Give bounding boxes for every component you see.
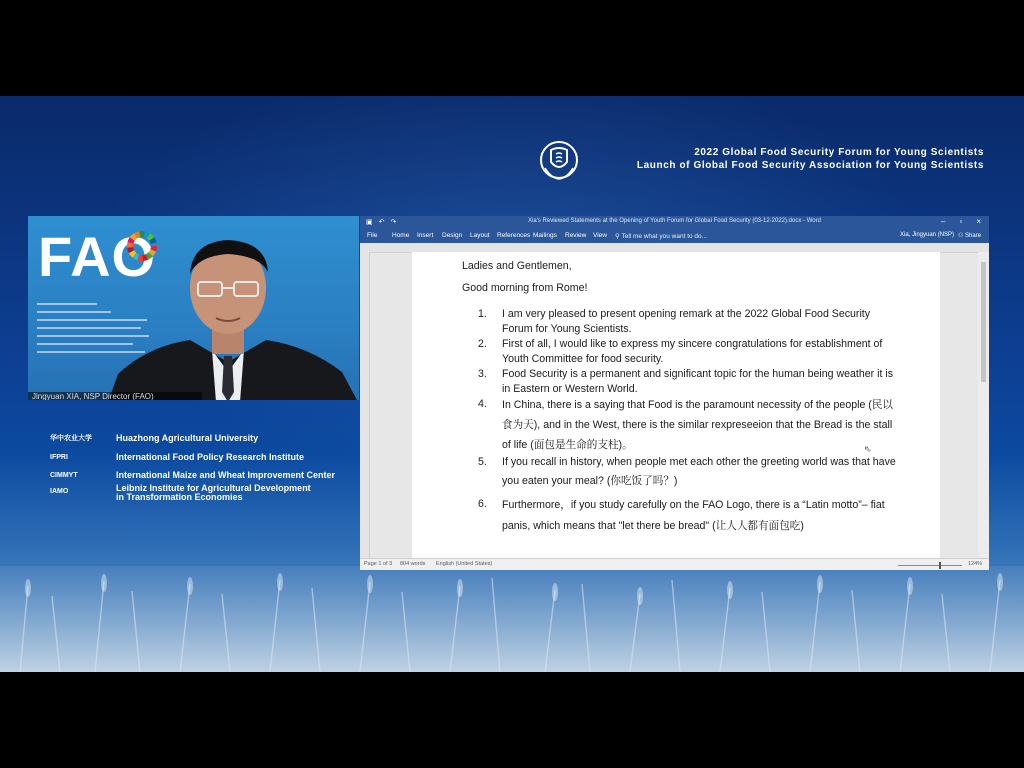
tab-mailings[interactable]: Mailings xyxy=(533,232,557,239)
mouse-cursor-icon: ⇖ xyxy=(864,444,872,454)
list-text: First of all, I would like to express my sincere congratulations for establishment of Youth Committee for food security. xyxy=(502,338,883,365)
save-icon[interactable]: ▣ xyxy=(366,219,373,226)
list-text: Furthermore，if you study carefully on the FAO Logo, there is a “Latin motto”– fiat panis, which means that "let there be bread" (让人人都有面包吃) xyxy=(502,499,885,532)
partner-logo: IAMO xyxy=(50,487,69,495)
speaker-figure xyxy=(108,222,358,400)
window-controls xyxy=(941,217,981,226)
document-title: Xia's Reviewed Statements at the Opening of Youth Forum for Global Food Security (03-12-2022).docx - Word xyxy=(528,218,821,224)
undo-icon[interactable]: ↶ xyxy=(378,219,385,226)
tell-me-box[interactable] xyxy=(615,232,707,240)
partner-huazhong xyxy=(50,431,259,445)
wheat-field-background xyxy=(0,566,1024,672)
list-number: 2. xyxy=(478,338,487,350)
tab-file[interactable]: File xyxy=(367,232,378,239)
tab-insert[interactable]: Insert xyxy=(417,232,434,239)
forum-logo-icon xyxy=(537,138,581,182)
document-page[interactable] xyxy=(412,252,940,558)
partner-name-line2: in Transformation Economies xyxy=(116,492,243,502)
scrollbar-thumb[interactable] xyxy=(981,262,986,382)
forum-subtitle: Launch of Global Food Security Association for Young Scientists xyxy=(636,160,984,171)
lightbulb-icon: ⚲ xyxy=(615,233,622,240)
speaker-video xyxy=(28,216,359,400)
list-number: 3. xyxy=(478,368,487,380)
tab-layout[interactable]: Layout xyxy=(470,232,490,239)
status-language[interactable]: English (United States) xyxy=(436,561,493,567)
share-button[interactable] xyxy=(958,232,981,239)
tab-design[interactable]: Design xyxy=(442,232,463,239)
list-text: Food Security is a permanent and significant topic for the human being weather it is in Eastern or Western World. xyxy=(502,368,894,395)
tab-home[interactable]: Home xyxy=(392,232,410,239)
list-number: 1. xyxy=(478,308,487,320)
salutation: Ladies and Gentlemen, xyxy=(462,260,572,272)
partner-logo: 华中农业大学 xyxy=(50,435,92,442)
list-number: 4. xyxy=(478,398,487,410)
partner-cimmyt xyxy=(50,468,336,482)
list-number: 6. xyxy=(478,498,487,510)
word-titlebar xyxy=(360,216,989,229)
tab-references[interactable]: References xyxy=(497,232,531,239)
zoom-level[interactable]: 124% xyxy=(968,561,983,567)
status-bar xyxy=(360,558,989,570)
partner-logo: IFPRI xyxy=(50,453,68,461)
status-page[interactable]: Page 1 of 3 xyxy=(364,561,393,567)
list-number: 5. xyxy=(478,456,487,468)
share-label: Share xyxy=(965,233,982,239)
restore-icon[interactable]: ▫ xyxy=(959,217,963,226)
minimize-icon[interactable]: – xyxy=(941,217,946,226)
partner-name: Huazhong Agricultural University xyxy=(116,432,259,443)
share-icon: ⚇ xyxy=(958,233,966,239)
vertical-ruler[interactable] xyxy=(360,252,370,558)
user-account[interactable]: Xia, Jingyuan (NSP) xyxy=(900,232,955,238)
list-text: If you recall in history, when people met each other the greeting world was that have you eaten your meal? (你吃饭了吗？) xyxy=(502,456,896,487)
ribbon-tabs xyxy=(360,229,989,243)
close-icon[interactable]: × xyxy=(976,217,981,226)
status-words[interactable]: 804 words xyxy=(400,561,426,567)
zoom-slider[interactable] xyxy=(898,565,962,566)
vertical-scrollbar[interactable] xyxy=(978,252,989,558)
partner-name: International Maize and Wheat Improvement Center xyxy=(116,469,336,480)
speaker-caption: Jingyuan XIA, NSP Director (FAO) xyxy=(28,392,202,400)
word-window xyxy=(360,216,989,570)
tab-review[interactable]: Review xyxy=(565,232,587,239)
conference-stage xyxy=(0,96,1024,672)
list-text: In China, there is a saying that Food is the paramount necessity of the people (民以食为天), and in the West, there is the similar rexpreseeion that the Bread is the stall of life (面包是生命的支柱)。 xyxy=(502,399,894,451)
forum-title: 2022 Global Food Security Forum for Young Scientists xyxy=(694,147,984,158)
partner-name: Leibniz Institute for Agricultural Development xyxy=(116,483,311,493)
list-text: I am very pleased to present opening remark at the 2022 Global Food Security Forum for Young Scientists. xyxy=(502,308,871,335)
greeting: Good morning from Rome! xyxy=(462,282,588,294)
redo-icon[interactable]: ↷ xyxy=(390,219,397,226)
tab-view[interactable]: View xyxy=(593,232,607,239)
partner-logo: CIMMYT xyxy=(50,471,78,479)
zoom-slider-thumb[interactable] xyxy=(939,562,941,569)
partner-name: International Food Policy Research Institute xyxy=(116,451,305,462)
tell-me-label: Tell me what you want to do... xyxy=(621,233,708,240)
partner-ifpri xyxy=(50,450,305,464)
fao-wordmark: FAO xyxy=(38,225,157,288)
partner-iamo xyxy=(50,483,311,502)
